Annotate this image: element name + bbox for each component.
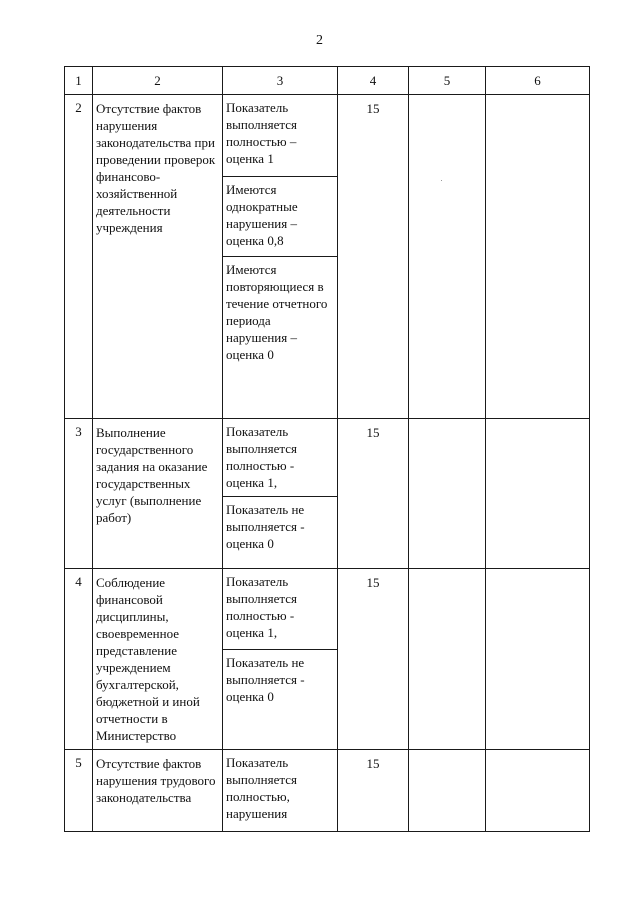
condition-item: Показатель выполняется полностью - оценка 1, xyxy=(226,424,297,490)
criterion-name: Соблюдение финансовой дисциплины, своевременное представление учреждением бухгалтерской, бюджетной и иной отчетности в Министерство xyxy=(93,569,223,750)
column-header: 4 xyxy=(338,67,409,95)
conditions-cell xyxy=(223,95,338,419)
row-number: 5 xyxy=(65,750,93,832)
empty-cell xyxy=(486,95,590,419)
column-header: 3 xyxy=(223,67,338,95)
criteria-table xyxy=(64,66,590,832)
score-cell: 15 xyxy=(338,419,409,569)
row-number: 2 xyxy=(65,95,93,419)
criterion-name: Выполнение государственного задания на оказание государственных услуг (выполнение работ) xyxy=(93,419,223,569)
condition-item: Показатель выполняется полностью, нарушения xyxy=(226,755,297,821)
condition-item: Показатель выполняется полностью - оценка 1, xyxy=(226,574,297,640)
table-row xyxy=(65,419,590,569)
empty-cell xyxy=(486,750,590,832)
criterion-name: Отсутствие фактов нарушения трудового законодательства xyxy=(93,750,223,832)
table-row xyxy=(65,750,590,832)
column-header: 5 xyxy=(409,67,486,95)
condition-item: Показатель не выполняется - оценка 0 xyxy=(223,496,337,555)
empty-cell xyxy=(409,569,486,750)
empty-cell xyxy=(409,95,486,419)
row-number: 3 xyxy=(65,419,93,569)
score-cell: 15 xyxy=(338,750,409,832)
empty-cell xyxy=(409,750,486,832)
page-number: 2 xyxy=(316,33,323,48)
table-row xyxy=(65,95,590,419)
empty-cell xyxy=(486,419,590,569)
empty-cell xyxy=(486,569,590,750)
table-header-row xyxy=(65,67,590,95)
score-cell: 15 xyxy=(338,95,409,419)
column-header: 1 xyxy=(65,67,93,95)
condition-item: Показатель не выполняется - оценка 0 xyxy=(223,649,337,708)
conditions-cell xyxy=(223,750,338,832)
conditions-cell xyxy=(223,419,338,569)
empty-cell xyxy=(409,419,486,569)
criterion-name: Отсутствие фактов нарушения законодательства при проведении проверок финансово-хозяйственной деятельности учреждения xyxy=(93,95,223,419)
table-row xyxy=(65,569,590,750)
score-cell: 15 xyxy=(338,569,409,750)
condition-item: Имеются повторяющиеся в течение отчетного периода нарушения – оценка 0 xyxy=(223,256,337,366)
condition-item: Имеются однократные нарушения – оценка 0,8 xyxy=(223,176,337,256)
column-header: 2 xyxy=(93,67,223,95)
scan-speck xyxy=(441,180,442,181)
condition-item: Показатель выполняется полностью – оценка 1 xyxy=(226,100,297,166)
column-header: 6 xyxy=(486,67,590,95)
row-number: 4 xyxy=(65,569,93,750)
conditions-cell xyxy=(223,569,338,750)
